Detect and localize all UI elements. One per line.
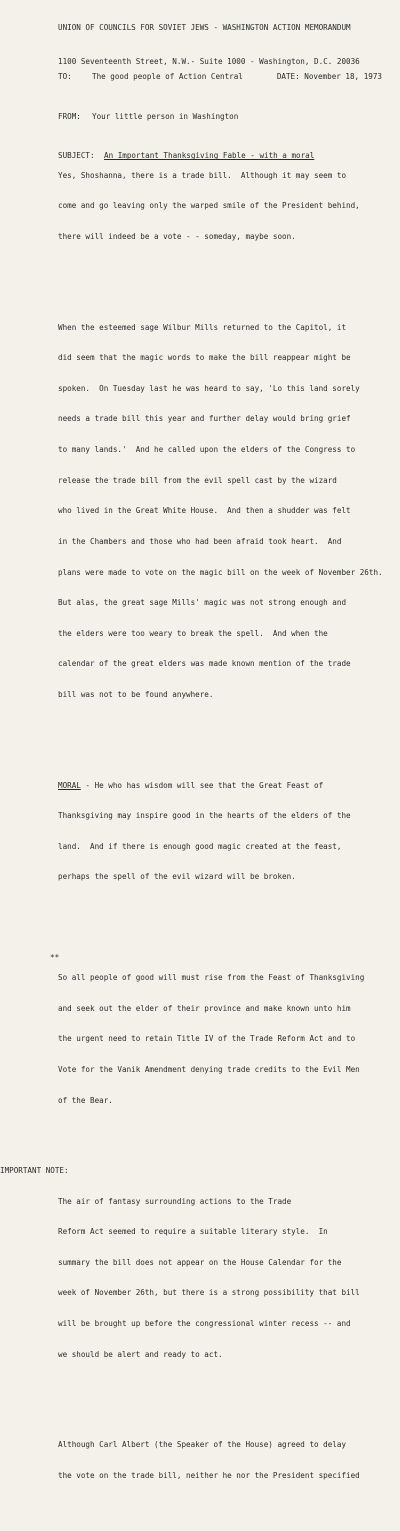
paragraph-3 [50, 943, 394, 1127]
text-line: perhaps the spell of the evil wizard will be broken. [58, 872, 296, 882]
org-name: UNION OF COUNCILS FOR SOVIET JEWS - WASHINGTON ACTION MEMORANDUM [58, 23, 351, 33]
text-line: land. And if there is enough good magic created at the feast, [58, 841, 342, 851]
text-line: needs a trade bill this year and further delay would bring grief [58, 414, 351, 424]
important-note [0, 1165, 394, 1380]
note-label: IMPORTANT NOTE: [0, 1165, 69, 1175]
date-field [277, 72, 382, 82]
text-line: and seek out the elder of their province and make known unto him [58, 1003, 351, 1013]
text-line: to many lands.' And he called upon the elders of the Congress to [58, 445, 356, 455]
paragraph-1 [58, 150, 394, 262]
text-line: in the Chambers and those who had been afraid took heart. And [58, 536, 342, 546]
text-line: Yes, Shoshanna, there is a trade bill. Although it may seem to [58, 170, 347, 180]
from-value: Your little person in Washington [92, 111, 239, 121]
to-row [58, 72, 394, 82]
text-line: spoken. On Tuesday last he was heard to say, 'Lo this land sorely [58, 383, 360, 393]
subject-value: An Important Thanksgiving Fable - with a moral [104, 151, 315, 161]
asterisk-mark: ** [50, 952, 60, 962]
moral-text: - He who has wisdom will see that the Great Feast of [80, 780, 324, 790]
text-line: The air of fantasy surrounding actions to the Trade [58, 1196, 292, 1206]
text-line: the elders were too weary to break the spell. And when the [58, 628, 328, 638]
text-line: So all people of good will must rise from the Feast of Thanksgiving [58, 973, 365, 983]
text-line: But alas, the great sage Mills' magic was not strong enough and [58, 598, 347, 608]
paragraph-2 [58, 302, 394, 720]
text-line: release the trade bill from the evil spell cast by the wizard [58, 475, 337, 485]
paragraph-4 [58, 1420, 394, 1502]
text-line: Thanksgiving may inspire good in the hearts of the elders of the [58, 811, 351, 821]
text-line: bill was not to be found anywhere. [58, 689, 214, 699]
date-label: DATE: [276, 72, 300, 82]
text-line: the vote on the trade bill, neither he nor the President specified [58, 1470, 360, 1480]
text-line: Reform Act seemed to require a suitable literary style. In [58, 1227, 328, 1237]
text-line: Vote for the Vanik Amendment denying trade credits to the Evil Men [58, 1065, 360, 1075]
subject-label: SUBJECT: [58, 151, 95, 161]
text-line: of the Bear. [58, 1095, 113, 1105]
date-value: November 18, 1973 [304, 72, 382, 82]
text-line [58, 781, 394, 791]
text-line: come and go leaving only the warped smile of the President behind, [58, 201, 360, 211]
text-line: plans were made to vote on the magic bill on the week of November 26th. [58, 567, 383, 577]
text-line: did seem that the magic words to make the bill reappear might be [58, 353, 351, 363]
text-line: summary the bill does not appear on the House Calendar for the [58, 1257, 342, 1267]
to-label: TO: [58, 72, 72, 82]
from-label: FROM: [58, 111, 81, 121]
text-line: week of November 26th, but there is a strong possibility that bill [58, 1288, 360, 1298]
moral-label: MORAL [58, 780, 81, 790]
from-row [58, 112, 394, 122]
moral-paragraph [58, 760, 394, 903]
text-line: we should be alert and ready to act. [58, 1349, 223, 1359]
text-line: Although Carl Albert (the Speaker of the House) agreed to delay [58, 1440, 347, 1450]
text-line: there will indeed be a vote - - someday, maybe soon. [58, 232, 296, 242]
to-value: The good people of Action Central [92, 72, 243, 82]
memo-body [0, 130, 394, 1531]
text-line: calendar of the great elders was made known mention of the trade [58, 659, 351, 669]
text-line: the urgent need to retain Title IV of the Trade Reform Act and to [58, 1034, 356, 1044]
text-line: will be brought up before the congressional winter recess -- and [58, 1318, 351, 1328]
text-line: who lived in the Great White House. And then a shudder was felt [58, 506, 351, 516]
text-line: When the esteemed sage Wilbur Mills returned to the Capitol, it [58, 322, 347, 332]
org-address: 1100 Seventeenth Street, N.W.- Suite 1000 - Washington, D.C. 20036 [58, 57, 360, 67]
